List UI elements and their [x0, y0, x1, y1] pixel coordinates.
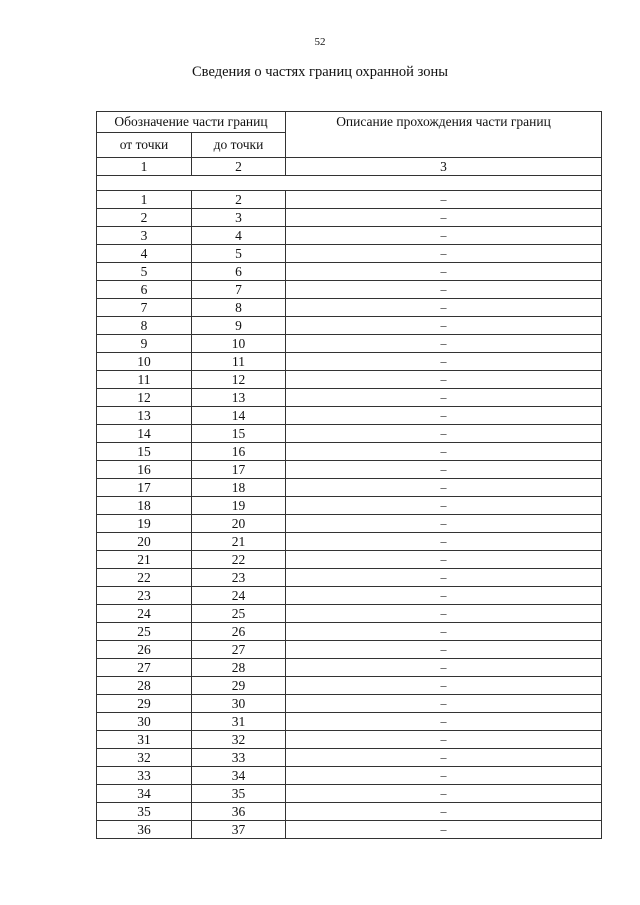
description-cell: – — [286, 317, 602, 335]
to-point-cell: 22 — [192, 551, 286, 569]
to-point-cell: 12 — [192, 371, 286, 389]
table-row — [97, 623, 602, 641]
table-row — [97, 551, 602, 569]
from-point-cell: 35 — [97, 803, 192, 821]
table-row — [97, 335, 602, 353]
column-number-row — [97, 158, 602, 176]
from-point-cell: 14 — [97, 425, 192, 443]
table-row — [97, 317, 602, 335]
from-point-cell: 31 — [97, 731, 192, 749]
from-point-cell: 2 — [97, 209, 192, 227]
table-row — [97, 713, 602, 731]
to-point-cell: 15 — [192, 425, 286, 443]
from-point-cell: 8 — [97, 317, 192, 335]
table-row — [97, 533, 602, 551]
table-row — [97, 407, 602, 425]
from-point-cell: 22 — [97, 569, 192, 587]
table-row — [97, 263, 602, 281]
table-row — [97, 461, 602, 479]
description-cell: – — [286, 677, 602, 695]
to-point-cell: 27 — [192, 641, 286, 659]
description-cell: – — [286, 389, 602, 407]
from-point-cell: 7 — [97, 299, 192, 317]
description-cell: – — [286, 731, 602, 749]
column-number: 1 — [97, 158, 192, 176]
table-row — [97, 641, 602, 659]
to-point-cell: 10 — [192, 335, 286, 353]
description-cell: – — [286, 587, 602, 605]
description-cell: – — [286, 479, 602, 497]
description-cell: – — [286, 623, 602, 641]
to-point-cell: 5 — [192, 245, 286, 263]
from-point-cell: 36 — [97, 821, 192, 839]
column-number: 3 — [286, 158, 602, 176]
to-point-cell: 37 — [192, 821, 286, 839]
table-row — [97, 245, 602, 263]
description-cell: – — [286, 641, 602, 659]
table-row — [97, 479, 602, 497]
table-row — [97, 425, 602, 443]
table-row — [97, 695, 602, 713]
from-point-cell: 15 — [97, 443, 192, 461]
to-point-cell: 8 — [192, 299, 286, 317]
to-point-cell: 7 — [192, 281, 286, 299]
from-point-cell: 11 — [97, 371, 192, 389]
table-row — [97, 371, 602, 389]
description-cell: – — [286, 767, 602, 785]
empty-row — [97, 176, 602, 191]
header-from-point: от точки — [97, 133, 192, 158]
from-point-cell: 27 — [97, 659, 192, 677]
boundary-parts-table — [96, 111, 602, 839]
from-point-cell: 16 — [97, 461, 192, 479]
from-point-cell: 33 — [97, 767, 192, 785]
table-row — [97, 767, 602, 785]
description-cell: – — [286, 749, 602, 767]
to-point-cell: 36 — [192, 803, 286, 821]
from-point-cell: 13 — [97, 407, 192, 425]
from-point-cell: 4 — [97, 245, 192, 263]
from-point-cell: 18 — [97, 497, 192, 515]
from-point-cell: 6 — [97, 281, 192, 299]
table-row — [97, 821, 602, 839]
description-cell: – — [286, 371, 602, 389]
description-cell: – — [286, 551, 602, 569]
table-row — [97, 389, 602, 407]
table-row — [97, 659, 602, 677]
description-cell: – — [286, 425, 602, 443]
table-row — [97, 731, 602, 749]
description-cell: – — [286, 407, 602, 425]
table-row — [97, 443, 602, 461]
from-point-cell: 29 — [97, 695, 192, 713]
table-body — [97, 191, 602, 839]
from-point-cell: 9 — [97, 335, 192, 353]
to-point-cell: 14 — [192, 407, 286, 425]
description-cell: – — [286, 515, 602, 533]
description-cell: – — [286, 353, 602, 371]
description-cell: – — [286, 191, 602, 209]
table-row — [97, 803, 602, 821]
description-cell: – — [286, 821, 602, 839]
from-point-cell: 23 — [97, 587, 192, 605]
to-point-cell: 19 — [192, 497, 286, 515]
from-point-cell: 19 — [97, 515, 192, 533]
table-row — [97, 677, 602, 695]
description-cell: – — [286, 281, 602, 299]
description-cell: – — [286, 569, 602, 587]
description-cell: – — [286, 335, 602, 353]
description-cell: – — [286, 659, 602, 677]
to-point-cell: 3 — [192, 209, 286, 227]
from-point-cell: 30 — [97, 713, 192, 731]
description-cell: – — [286, 497, 602, 515]
to-point-cell: 9 — [192, 317, 286, 335]
to-point-cell: 2 — [192, 191, 286, 209]
page-number: 52 — [314, 36, 326, 48]
description-cell: – — [286, 605, 602, 623]
to-point-cell: 30 — [192, 695, 286, 713]
header-boundary-designation: Обозначение части границ — [97, 112, 286, 133]
table-row — [97, 785, 602, 803]
document-title: Сведения о частях границ охранной зоны — [192, 64, 448, 80]
from-point-cell: 21 — [97, 551, 192, 569]
to-point-cell: 32 — [192, 731, 286, 749]
from-point-cell: 5 — [97, 263, 192, 281]
to-point-cell: 6 — [192, 263, 286, 281]
description-cell: – — [286, 299, 602, 317]
description-cell: – — [286, 263, 602, 281]
from-point-cell: 32 — [97, 749, 192, 767]
to-point-cell: 23 — [192, 569, 286, 587]
from-point-cell: 26 — [97, 641, 192, 659]
description-cell: – — [286, 785, 602, 803]
description-cell: – — [286, 695, 602, 713]
from-point-cell: 17 — [97, 479, 192, 497]
to-point-cell: 4 — [192, 227, 286, 245]
to-point-cell: 25 — [192, 605, 286, 623]
from-point-cell: 25 — [97, 623, 192, 641]
table-row — [97, 209, 602, 227]
to-point-cell: 28 — [192, 659, 286, 677]
to-point-cell: 35 — [192, 785, 286, 803]
to-point-cell: 20 — [192, 515, 286, 533]
description-cell: – — [286, 803, 602, 821]
table-row — [97, 569, 602, 587]
to-point-cell: 29 — [192, 677, 286, 695]
description-cell: – — [286, 443, 602, 461]
table-row — [97, 605, 602, 623]
from-point-cell: 12 — [97, 389, 192, 407]
description-cell: – — [286, 461, 602, 479]
header-row — [97, 112, 602, 133]
description-cell: – — [286, 209, 602, 227]
header-description: Описание прохождения части границ — [286, 112, 602, 158]
to-point-cell: 13 — [192, 389, 286, 407]
table-row — [97, 587, 602, 605]
from-point-cell: 10 — [97, 353, 192, 371]
to-point-cell: 26 — [192, 623, 286, 641]
description-cell: – — [286, 713, 602, 731]
from-point-cell: 1 — [97, 191, 192, 209]
to-point-cell: 33 — [192, 749, 286, 767]
header-to-point: до точки — [192, 133, 286, 158]
table-row — [97, 497, 602, 515]
from-point-cell: 28 — [97, 677, 192, 695]
table-row — [97, 515, 602, 533]
description-cell: – — [286, 245, 602, 263]
from-point-cell: 20 — [97, 533, 192, 551]
to-point-cell: 11 — [192, 353, 286, 371]
to-point-cell: 16 — [192, 443, 286, 461]
from-point-cell: 24 — [97, 605, 192, 623]
from-point-cell: 3 — [97, 227, 192, 245]
empty-cell — [97, 176, 602, 191]
to-point-cell: 31 — [192, 713, 286, 731]
table-row — [97, 281, 602, 299]
from-point-cell: 34 — [97, 785, 192, 803]
table-row — [97, 227, 602, 245]
table-row — [97, 749, 602, 767]
to-point-cell: 34 — [192, 767, 286, 785]
column-number: 2 — [192, 158, 286, 176]
description-cell: – — [286, 533, 602, 551]
to-point-cell: 18 — [192, 479, 286, 497]
to-point-cell: 24 — [192, 587, 286, 605]
table-row — [97, 299, 602, 317]
table-row — [97, 191, 602, 209]
description-cell: – — [286, 227, 602, 245]
to-point-cell: 17 — [192, 461, 286, 479]
to-point-cell: 21 — [192, 533, 286, 551]
table-row — [97, 353, 602, 371]
